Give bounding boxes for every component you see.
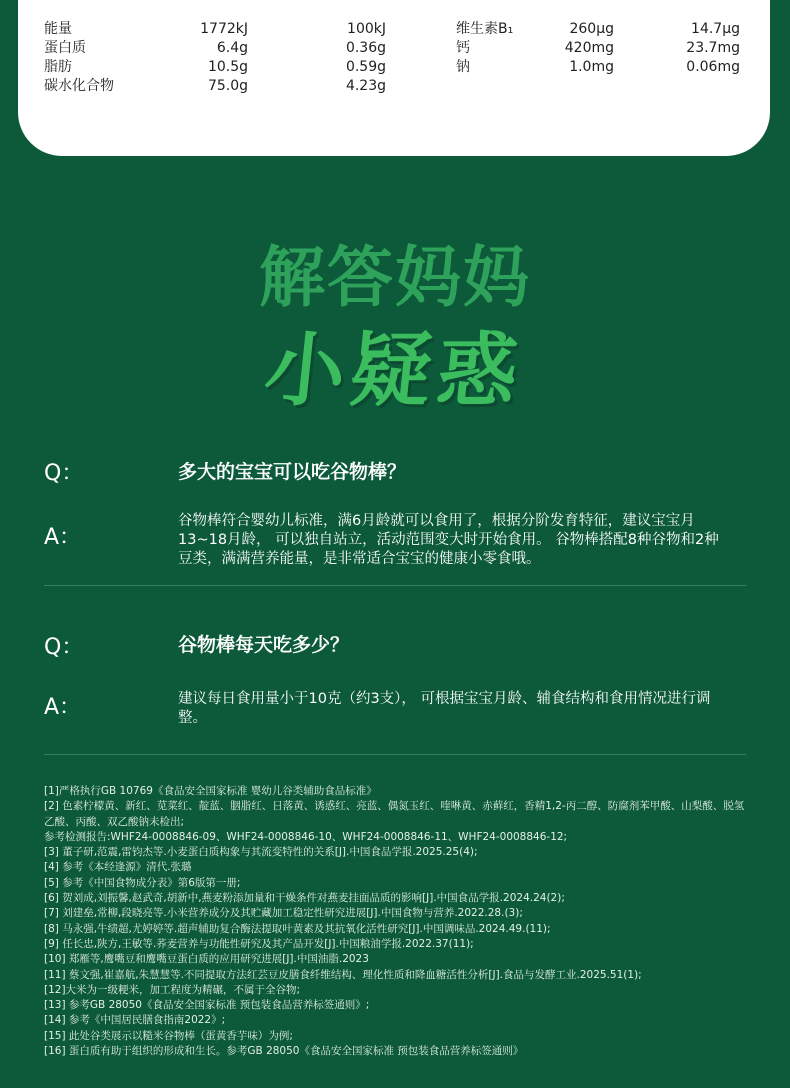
answer-text: 谷物棒符合婴幼儿标准，满6月龄就可以食用了，根据分阶发育特征，建议宝宝月13~18月龄， 可以独自站立，活动范围变大时开始食用。 谷物棒搭配8种谷物和2种豆类，满满营养能量，是非常适合宝宝的健康小零食哦。 [178,513,719,567]
nutrition-table-right [456,20,740,77]
nutrient-per-serving: 4.23g [345,78,386,94]
nutrient-per-100g: 10.5g [207,59,248,75]
reference-item: [10] 郑雁等,鹰嘴豆和鹰嘴豆蛋白质的应用研究进展[J].中国油脂.2023 [44,953,369,966]
nutrition-row [456,20,740,39]
nutrient-per-100g: 260μg [569,21,614,37]
answer-label: A： [44,525,82,550]
reference-item: [3] 董子研,范震,雷钧杰等.小麦蛋白质构象与其流变特性的关系[J].中国食品学报.2025.25(4); [44,846,478,859]
reference-item: [4] 参考《本经逢源》清代.张璐 [44,861,192,874]
answer-text: 建议每日食用量小于10克（约3支）， 可根据宝宝月龄、辅食结构和食用情况进行调整。 [178,691,711,726]
question-label: Q： [44,461,84,486]
reference-item: [2] 色素柠檬黄、新红、苋菜红、靛蓝、胭脂红、日落黄、诱惑红、亮蓝、偶氮玉红、喹啉黄、赤藓红，香精1,2-丙二醇、防腐剂苯甲酸、山梨酸、脱氢乙酸、丙酸、双乙酸钠未检出; [44,800,745,828]
question-label: Q： [44,635,84,660]
reference-item: [13] 参考GB 28050《食品安全国家标准 预包装食品营养标签通则》; [44,999,370,1012]
section-title-top: 解答妈妈 [259,239,531,316]
nutrient-per-100g: 1.0mg [569,59,614,75]
nutrient-per-100g: 1772kJ [200,21,248,37]
answer-label: A： [44,695,82,720]
reference-item: [8] 马永强,牛绩超,尤婷婷等.超声辅助复合酶法提取叶黄素及其抗氧化活性研究[J].中国调味品.2024.49.(11); [44,922,551,935]
nutrition-row [44,58,386,77]
reference-item: [14] 参考《中国居民膳食指南2022》; [44,1014,226,1027]
nutrition-row [44,39,386,58]
nutrition-table-left [44,20,386,96]
nutrient-per-100g: 6.4g [216,40,248,56]
nutrition-row [456,58,740,77]
reference-item: [7] 刘建垒,常柳,段晓亮等.小米营养成分及其贮藏加工稳定性研究进展[J].中国食物与营养.2022.28.(3); [44,907,523,920]
reference-item: [11] 蔡文强,崔嘉航,朱慧慧等.不同提取方法红芸豆皮膳食纤维结构、理化性质和降血糖活性分析[J].食品与发酵工业.2025.51(1); [44,968,642,981]
nutrient-per-100g: 75.0g [207,78,248,94]
nutrient-per-serving: 14.7μg [691,21,740,37]
nutrient-name: 碳水化合物 [44,78,114,94]
nutrient-name: 维生素B₁ [456,21,514,37]
reference-item: [5] 参考《中国食物成分表》第6版第一册; [44,876,241,889]
reference-item: [16] 蛋白质有助于组织的形成和生长。参考GB 28050《食品安全国家标准 预包装食品营养标签通则》 [44,1045,524,1058]
nutrition-row [44,77,386,96]
question-text: 谷物棒每天吃多少？ [178,634,350,656]
reference-item: [1]严格执行GB 10769《食品安全国家标准 婴幼儿谷类辅助食品标准》 [44,785,377,797]
nutrient-name: 钙 [456,40,470,56]
nutrition-row [44,20,386,39]
nutrient-per-serving: 0.36g [345,40,386,56]
reference-item: [12]大米为一级粳米，加工程度为精碾，不属于全谷物; [44,983,301,996]
section-title-bottom: 小疑惑 [260,324,529,417]
references-list [44,784,750,1059]
nutrient-per-serving: 0.06mg [686,59,740,75]
reference-item: [6] 贺刘成,刘振馨,赵武奇,胡新中,燕麦粉添加量和干燥条件对燕麦挂面品质的影响[J].中国食品学报.2024.24(2); [44,892,565,905]
divider [44,754,746,755]
nutrient-per-serving: 100kJ [347,21,386,37]
nutrient-per-serving: 0.59g [345,59,386,75]
question-text: 多大的宝宝可以吃谷物棒？ [178,461,407,483]
nutrient-name: 脂肪 [44,59,72,75]
reference-item: 参考检测报告:WHF24-0008846-09、WHF24-0008846-10、WHF24-0008846-11、WHF24-0008846-12; [44,830,568,843]
divider [44,585,746,586]
nutrition-row [456,39,740,58]
nutrient-name: 钠 [456,59,470,75]
reference-item: [15] 此处谷类展示以糙米谷物棒（蛋黄香芋味）为例; [44,1029,293,1042]
nutrient-per-100g: 420mg [564,40,614,56]
nutrient-per-serving: 23.7mg [686,40,740,56]
nutrient-name: 能量 [44,21,72,37]
reference-item: [9] 任长忠,陕方,王敏等.荞麦营养与功能性研究及其产品开发[J].中国粮油学报.2022.37(11); [44,937,474,950]
nutrient-name: 蛋白质 [44,40,86,56]
nutrition-table-card [18,0,770,156]
